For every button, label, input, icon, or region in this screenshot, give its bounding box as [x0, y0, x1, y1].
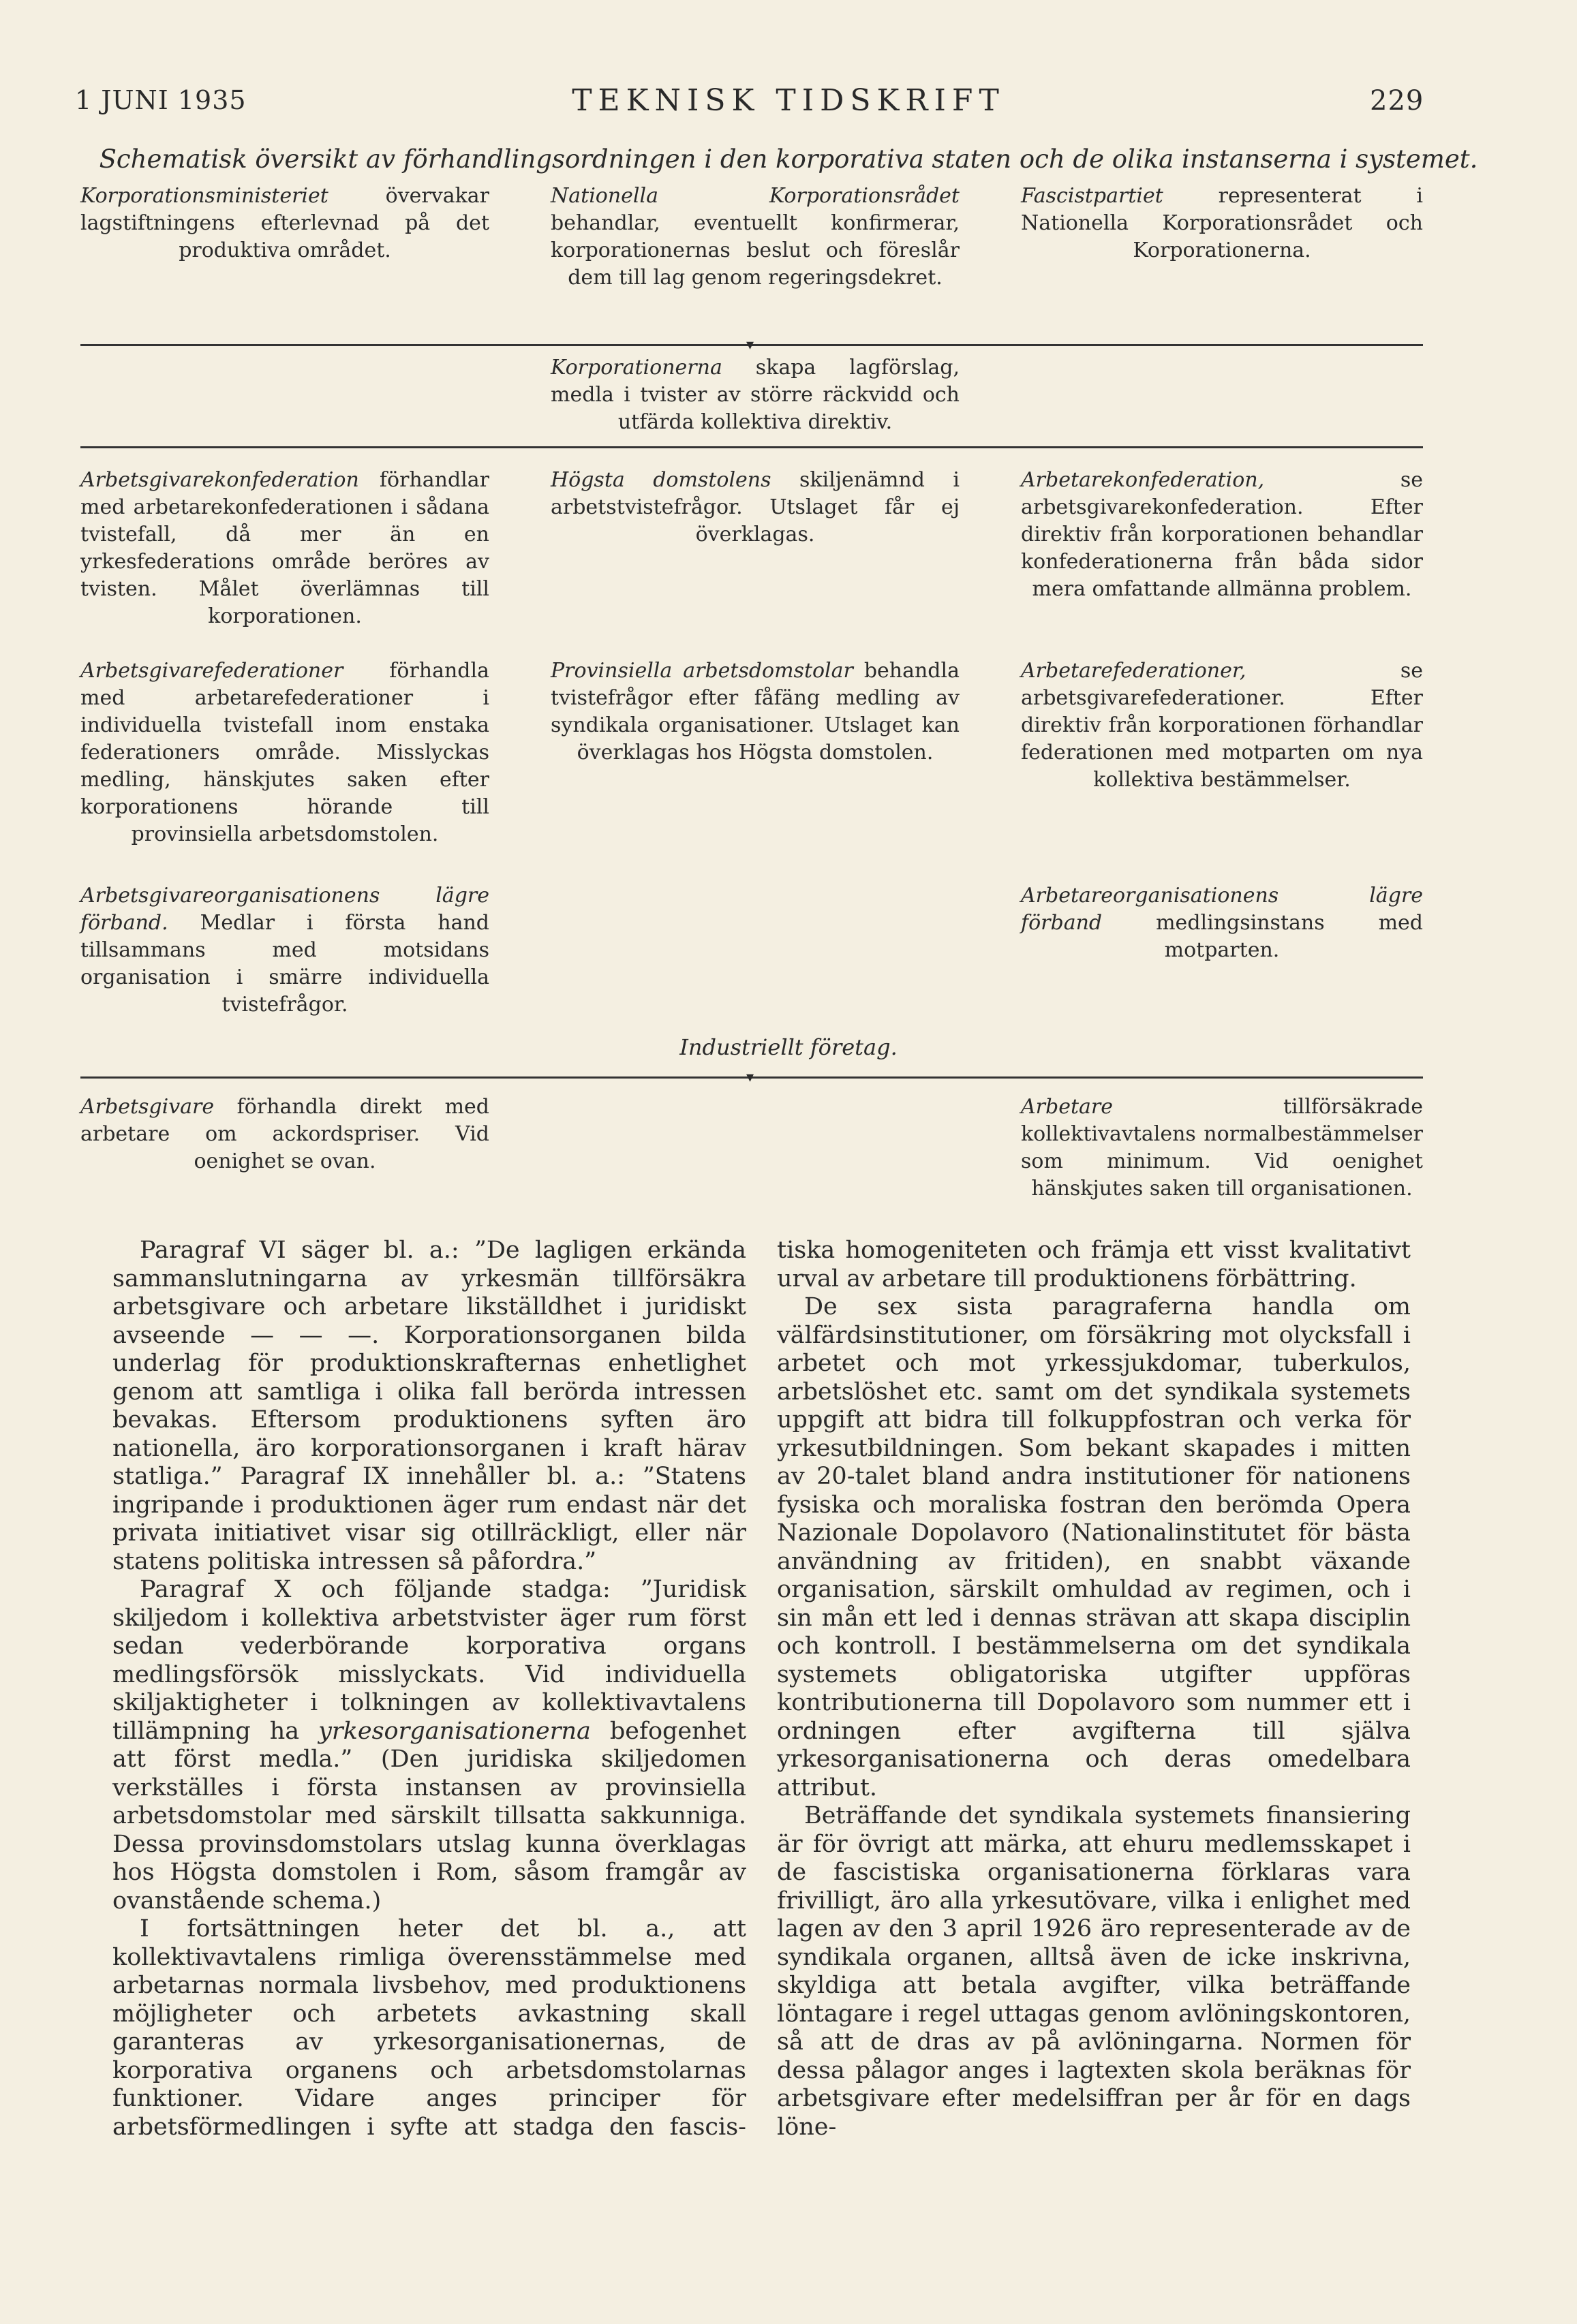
- paragraph: tiska homogeniteten och främja ett visst kvalitativt urval av arbetare till produktionens förbättring.: [777, 1237, 1411, 1292]
- issue-date: 1 JUNI 1935: [75, 85, 247, 115]
- cell-hogsta-domstolen: Högsta domstolens skiljenämnd i arbetstvistefrågor. Utslaget får ej överklagas.: [551, 468, 960, 546]
- paragraph: Paragraf X och följande stadga: ”Juridisk skiljedom i kollektiva arbetstvister äger rum först sedan vederbörande korporativa organs medlingsförsök misslyckats. Vid individuella skiljaktigheter i tolkningen av kollektivavtalens tillämpning ha yrkesorganisationerna befogenhet att först medla.” (Den juridiska skiljedomen verkställes i första instansen av provinsiella arbetsdomstolar med särskilt tillsatta sakkunniga. Dessa provinsdomstolars utslag kunna överklagas hos Högsta domstolen i Rom, såsom framgår av ovanstående schema.): [112, 1576, 747, 1915]
- divider-notch: ▾: [746, 337, 754, 354]
- divider-row2: [80, 446, 1423, 448]
- schema-title: Schematisk översikt av förhandlingsordningen i den korporativa staten och de olika instanserna i systemet.: [99, 144, 1478, 174]
- industry-label: Industriellt företag.: [679, 1034, 898, 1060]
- body-column-left: [112, 1237, 746, 2141]
- cell-arbetsgivareorganisationens-lagre-forband: Arbetsgivareorganisationens lägre förband. Medlar i första hand tillsammans med motsidans organisation i smärre individuella tvistefrågor.: [80, 884, 489, 1017]
- cell-arbetareorganisationens-lagre-forband: Arbetareorganisationens lägre förband medlingsinstans med motparten.: [1021, 884, 1423, 962]
- paragraph: Beträffande det syndikala systemets finansiering är för övrigt att märka, att ehuru medlemsskapet i de fascistiska organisationerna förklaras vara frivilligt, äro alla yrkesutövare, vilka i enlighet med lagen av den 3 april 1926 äro representerade av de syndikala organen, alltså även de icke inskrivna, skyldiga att betala avgifter, vilka beträffande löntagare i regel uttagas genom avlöningskontoren, så att de dras av på avlöningarna. Normen för dessa pålagor anges i lagtexten skola beräknas för arbetsgivare efter medelsiffran per år för en dags löne-: [777, 1802, 1411, 2141]
- journal-title: TEKNISK TIDSKRIFT: [572, 83, 1005, 118]
- divider-notch-industry: ▾: [746, 1069, 754, 1086]
- cell-fascistpartiet: Fascistpartiet representerat i Nationella Korporationsrådet och Korporationerna.: [1021, 184, 1423, 262]
- cell-arbetsgivarekonfederation: Arbetsgivarekonfederation förhandlar med arbetarekonfederationen i sådana tvistefall, då mer än en yrkesfederations område beröres av tvisten. Målet överlämnas till korporationen.: [80, 468, 489, 628]
- cell-korporationsministeriet: Korporationsministeriet övervakar lagstiftningens efterlevnad på det produktiva området.: [80, 184, 489, 262]
- paragraph: Paragraf VI säger bl. a.: ”De lagligen erkända sammanslutningarna av yrkesmän tillförsäkra arbetsgivare och arbetare likställdhet i juridiskt avseende — — —. Korporationsorganen bilda underlag för produktionskrafternas enhetlighet genom att samtliga i olika fall berörda intressen bevakas. Eftersom produktionens syften äro nationella, äro korporationsorganen i kraft härav statliga.” Paragraf IX innehåller bl. a.: ”Statens ingripande i produktionen äger rum endast när det privata initiativet visar sig otillräckligt, eller när statens politiska intressen så påfordra.”: [112, 1237, 746, 1575]
- cell-korporationerna: Korporationerna skapa lagförslag, medla i tvister av större räckvidd och utfärda kollektiva direktiv.: [551, 356, 960, 434]
- paragraph: I fortsättningen heter det bl. a., att kollektivavtalens rimliga överensstämmelse med arbetarnas normala livsbehov, med produktionens möjligheter och arbetets avkastning skall garanteras av yrkesorganisationernas, de korporativa organens och arbetsdomstolarnas funktioner. Vidare anges principer för arbetsförmedlingen i syfte att stadga den fascis-: [112, 1915, 746, 2141]
- cell-arbetarefederationer: Arbetarefederationer, se arbetsgivarefederationer. Efter direktiv från korporationen förhandlar federationen med motparten om nya kollektiva bestämmelser.: [1021, 659, 1423, 792]
- cell-arbetarekonfederation: Arbetarekonfederation, se arbetsgivarekonfederation. Efter direktiv från korporationen behandlar konfederationerna från båda sidor mera omfattande allmänna problem.: [1021, 468, 1423, 601]
- cell-nationella-korporationsradet: Nationella Korporationsrådet behandlar, eventuellt konfirmerar, korporationernas beslut och föreslår dem till lag genom regeringsdekret.: [551, 184, 960, 290]
- cell-arbetsgivare: Arbetsgivare förhandla direkt med arbetare om ackordspriser. Vid oenighet se ovan.: [80, 1095, 489, 1173]
- paragraph: De sex sista paragraferna handla om välfärdsinstitutioner, om försäkring mot olycksfall i arbetet och mot yrkessjukdomar, tuberkulos, arbetslöshet etc. samt om det syndikala systemets uppgift att bidra till folkuppfostran och verka för yrkesutbildningen. Som bekant skapades i mitten av 20-talet bland andra institutioner för nationens fysiska och moraliska fostran den berömda Opera Nazionale Dopolavoro (Nationalinstitutet för bästa användning av fritiden), en snabbt växande organisation, särskilt omhuldad av regimen, och i sin mån ett led i dennas strävan att skapa disciplin och kontroll. I bestämmelserna om det syndikala systemets obligatoriska utgifter uppföras kontributionerna till Dopolavoro som nummer ett i ordningen efter avgifterna till själva yrkesorganisationerna och deras omedelbara attribut.: [777, 1293, 1411, 1801]
- cell-provinsiella-arbetsdomstolar: Provinsiella arbetsdomstolar behandla tvistefrågor efter fåfäng medling av syndikala organisationer. Utslaget kan överklagas hos Högsta domstolen.: [551, 659, 960, 764]
- cell-arbetare: Arbetare tillförsäkrade kollektivavtalens normalbestämmelser som minimum. Vid oenighet hänskjutes saken till organisationen.: [1021, 1095, 1423, 1200]
- page-number: 229: [1370, 85, 1424, 117]
- body-column-right: [777, 1237, 1411, 2141]
- cell-arbetsgivarefederationer: Arbetsgivarefederationer förhandla med arbetarefederationer i individuella tvistefall inom enstaka federationers område. Misslyckas medling, hänskjutes saken efter korporationens hörande till provinsiella arbetsdomstolen.: [80, 659, 489, 846]
